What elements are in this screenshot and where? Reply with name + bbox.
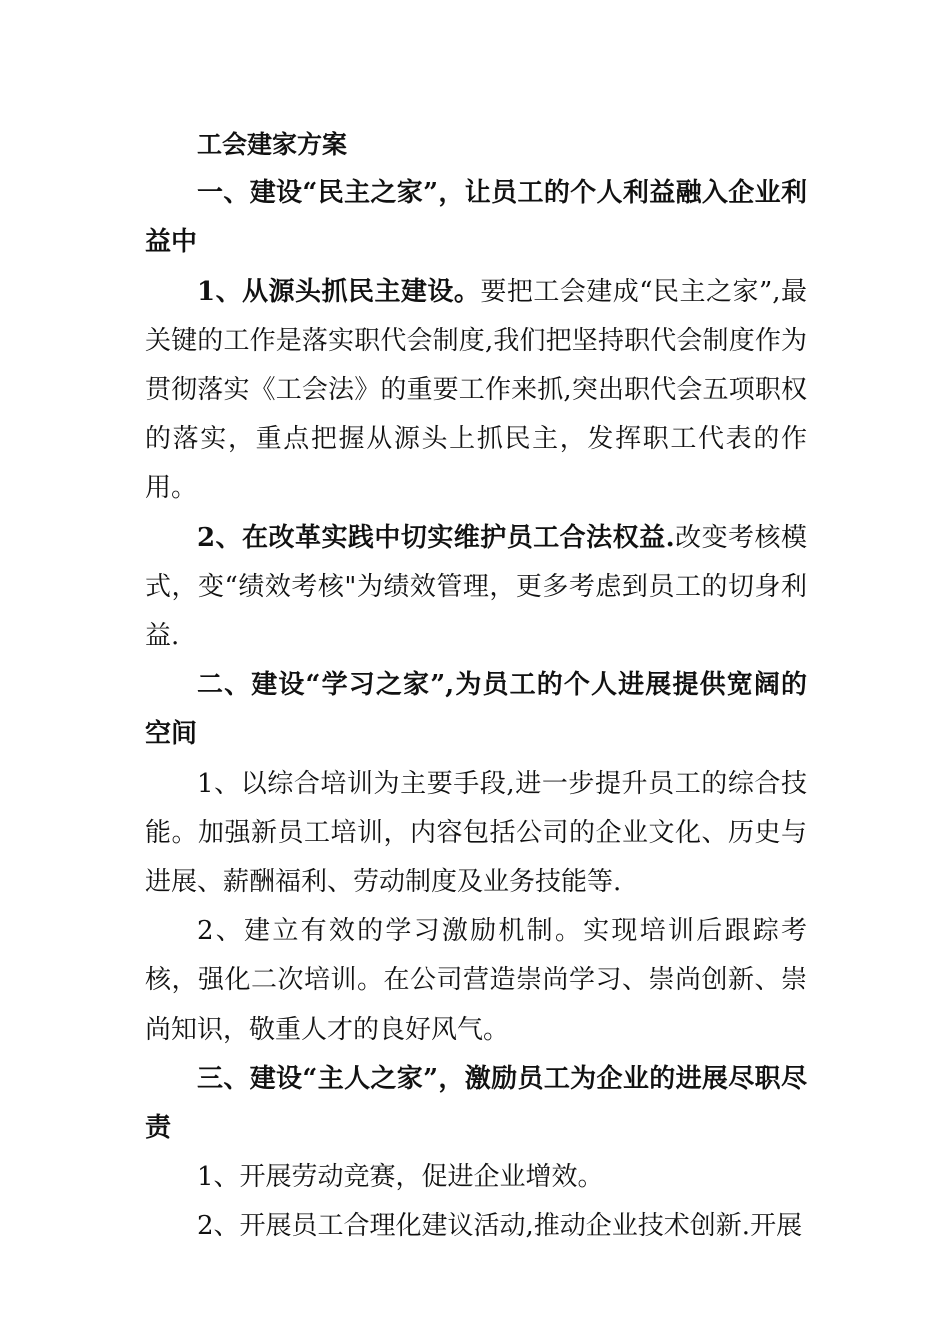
section-1-item-1 — [145, 268, 807, 514]
section-2-item-1: 1、以综合培训为主要手段,进一步提升员工的综合技能。加强新员工培训，内容包括公司的企业文化、历史与进展、薪酬福利、劳动制度及业务技能等. — [145, 768, 807, 898]
section-3-heading: 三、建设“主人之家”，激励员工为企业的进展尽职尽责 — [145, 1063, 807, 1144]
document-title: 工会建家方案 — [197, 130, 348, 159]
section-2-item-2: 2、建立有效的学习激励机制。实现培训后跟踪考核，强化二次培训。在公司营造崇尚学习、崇尚创新、崇尚知识，敬重人才的良好风气。 — [145, 916, 807, 1045]
section-1-item-1-text: 要把工会建成“民主之家”,最关键的工作是落实职代会制度,我们把坚持职代会制度作为贯彻落实《工会法》的重要工作来抓,突出职代会五项职权的落实，重点把握从源头上抓民主，发挥职工代表的作用。 — [145, 276, 807, 504]
section-1-item-1-lead: 1、从源头抓民主建设。 — [197, 276, 481, 307]
section-1-heading: 一、建设“民主之家”，让员工的个人利益融入企业利益中 — [145, 178, 807, 258]
section-2-heading: 二、建设“学习之家”,为员工的个人进展提供宽阔的空间 — [145, 670, 807, 750]
section-1-item-2 — [145, 514, 807, 662]
document-page — [145, 120, 807, 1252]
section-3-item-2: 2、开展员工合理化建议活动,推动企业技术创新.开展 — [197, 1211, 803, 1242]
section-1-item-2-text: 改变考核模式，变“绩效考核"为绩效管理，更多考虑到员工的切身利益. — [145, 522, 807, 652]
section-3-item-1: 1、开展劳动竞赛，促进企业增效。 — [197, 1162, 604, 1193]
section-1-item-2-lead: 2、在改革实践中切实维护员工合法权益. — [197, 522, 675, 553]
